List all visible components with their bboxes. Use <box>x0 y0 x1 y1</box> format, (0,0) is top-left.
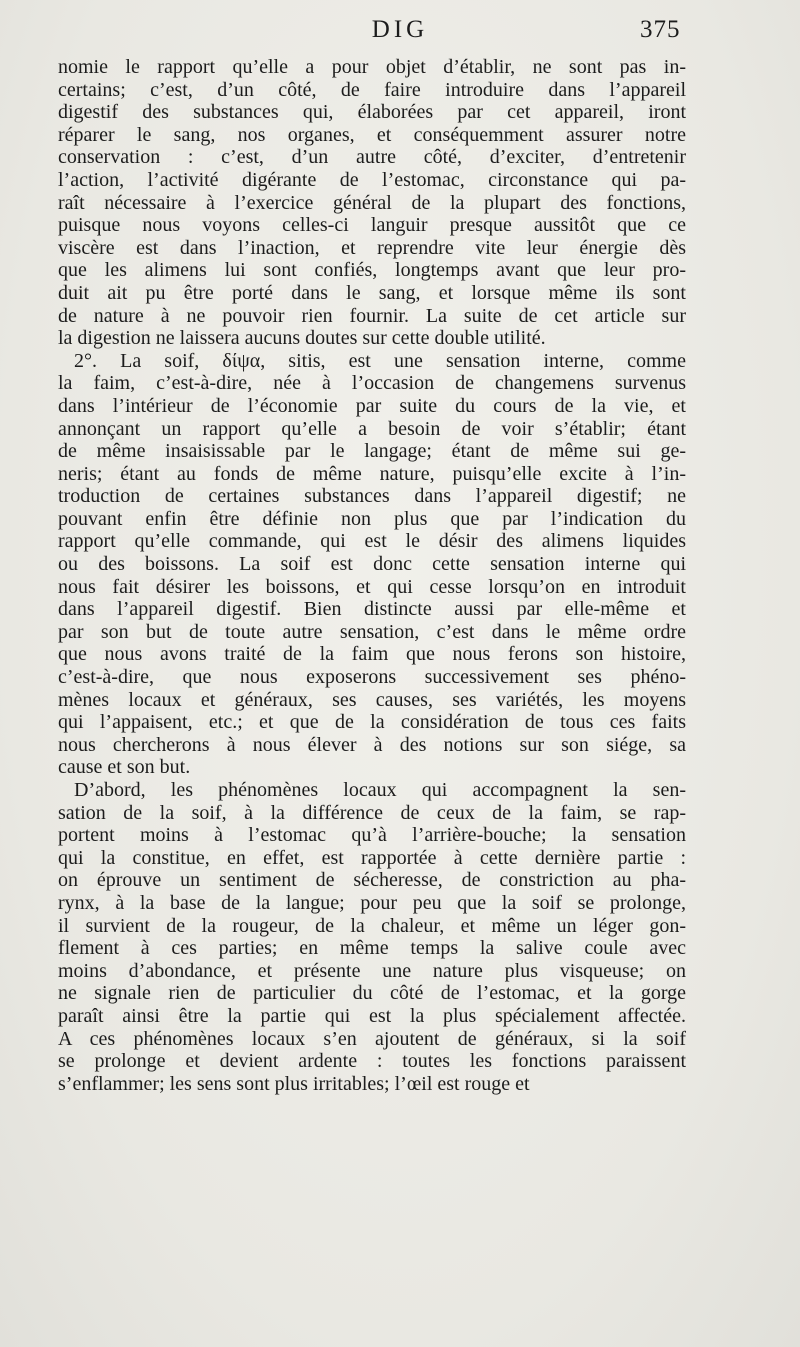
text-line: portent moins à l’estomac qu’à l’arrière-bouche; la sensation <box>58 824 686 847</box>
text-line: rapport qu’elle commande, qui est le désir des alimens liquides <box>58 530 686 553</box>
text-line: de nature à ne pouvoir rien fournir. La suite de cet article sur <box>58 304 686 327</box>
text-line: digestif des substances qui, élaborées par cet appareil, iront <box>58 101 686 124</box>
text-line: qui la constitue, en effet, est rapportée à cette dernière partie : <box>58 846 686 869</box>
text-line: viscère est dans l’inaction, et reprendre vite leur énergie dès <box>58 236 686 259</box>
text-line: rynx, à la base de la langue; pour peu que la soif se prolonge, <box>58 891 686 914</box>
text-line: qui l’appaisent, etc.; et que de la considération de tous ces faits <box>58 711 686 734</box>
text-line: neris; étant au fonds de même nature, puisqu’elle excite à l’in- <box>58 462 686 485</box>
text-line: c’est-à-dire, que nous exposerons successivement ses phéno- <box>58 666 686 689</box>
text-line: duit ait pu être porté dans le sang, et lorsque même ils sont <box>58 281 686 304</box>
page-number: 375 <box>640 16 681 43</box>
text-line: troduction de certaines substances dans l’appareil digestif; ne <box>58 485 686 508</box>
text-line: conservation : c’est, d’un autre côté, d’exciter, d’entretenir <box>58 146 686 169</box>
text-line: nous chercherons à nous élever à des notions sur son siége, sa <box>58 733 686 756</box>
text-line: nomie le rapport qu’elle a pour objet d’établir, ne sont pas in- <box>58 56 686 78</box>
text-line: ou des boissons. La soif est donc cette sensation interne qui <box>58 553 686 576</box>
text-line: réparer le sang, nos organes, et conséquemment assurer notre <box>58 123 686 146</box>
text-line: la faim, c’est-à-dire, née à l’occasion de changemens survenus <box>58 372 686 395</box>
text-line: dans l’appareil digestif. Bien distincte aussi par elle-même et <box>58 598 686 621</box>
text-line: annonçant un rapport qu’elle a besoin de voir s’établir; étant <box>58 417 686 440</box>
text-line: moins d’abondance, et présente une nature plus visqueuse; on <box>58 959 686 982</box>
text-line: flement à ces parties; en même temps la salive coule avec <box>58 937 686 960</box>
text-line: l’action, l’activité digérante de l’estomac, circonstance qui pa- <box>58 168 686 191</box>
text-line: paraît ainsi être la partie qui est la plus spécialement affectée. <box>58 1004 686 1027</box>
text-line: sation de la soif, à la différence de ceux de la faim, se rap- <box>58 801 686 824</box>
text-line: nous fait désirer les boissons, et qui cesse lorsqu’on en introduit <box>58 575 686 598</box>
running-head-title: DIG <box>371 16 429 43</box>
text-line: se prolonge et devient ardente : toutes les fonctions paraissent <box>58 1050 686 1073</box>
text-line: raît nécessaire à l’exercice général de la plupart des fonctions, <box>58 191 686 214</box>
text-line: il survient de la rougeur, de la chaleur, et même un léger gon- <box>58 914 686 937</box>
body-text <box>58 56 686 1095</box>
text-line: cause et son but. <box>58 756 191 779</box>
text-line: certains; c’est, d’un côté, de faire introduire dans l’appareil <box>58 78 686 101</box>
text-line: que les alimens lui sont confiés, longtemps avant que leur pro- <box>58 259 686 282</box>
text-line: puisque nous voyons celles-ci languir presque aussitôt que ce <box>58 214 686 237</box>
paragraph <box>58 779 686 1095</box>
text-line: 2°. La soif, δίψα, sitis, est une sensation interne, comme <box>74 349 686 372</box>
text-line: D’abord, les phénomènes locaux qui accompagnent la sen- <box>74 779 686 801</box>
text-line: s’enflammer; les sens sont plus irritables; l’œil est rouge et <box>58 1072 530 1095</box>
text-line: par son but de toute autre sensation, c’est dans le même ordre <box>58 620 686 643</box>
text-line: de même insaisissable par le langage; étant de même sui ge- <box>58 440 686 463</box>
text-line: A ces phénomènes locaux s’en ajoutent de généraux, si la soif <box>58 1027 686 1050</box>
paragraph <box>58 56 686 350</box>
paragraph <box>58 350 686 779</box>
text-line: que nous avons traité de la faim que nous ferons son histoire, <box>58 643 686 666</box>
text-line: dans l’intérieur de l’économie par suite du cours de la vie, et <box>58 394 686 417</box>
text-line: ne signale rien de particulier du côté de l’estomac, et la gorge <box>58 982 686 1005</box>
text-line: on éprouve un sentiment de sécheresse, de constriction au pha- <box>58 869 686 892</box>
text-line: pouvant enfin être définie non plus que par l’indication du <box>58 507 686 530</box>
text-line: la digestion ne laissera aucuns doutes sur cette double utilité. <box>58 327 546 350</box>
text-line: mènes locaux et généraux, ses causes, ses variétés, les moyens <box>58 688 686 711</box>
